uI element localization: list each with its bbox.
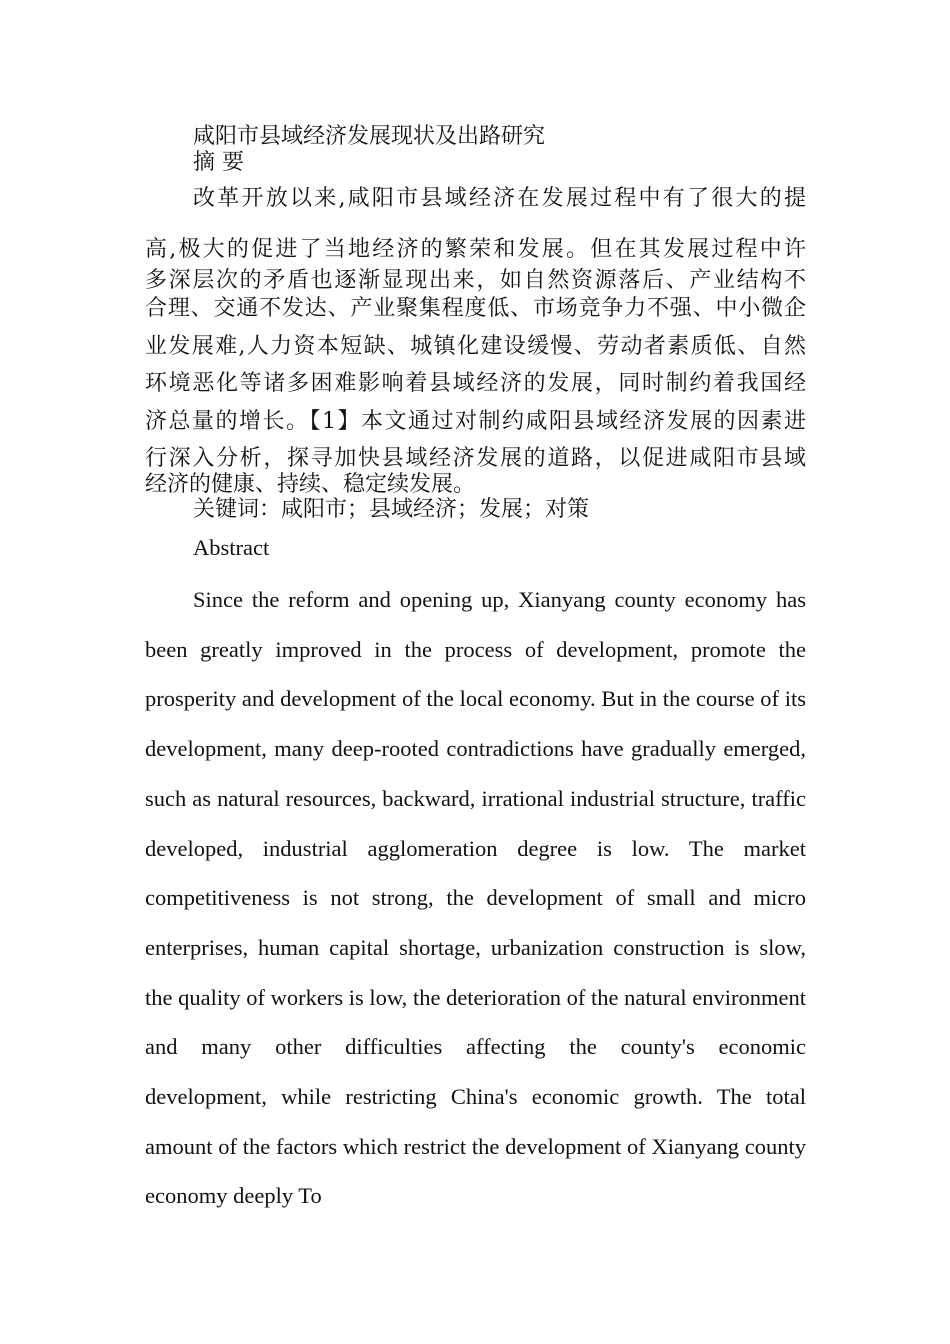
document-title: 咸阳市县域经济发展现状及出路研究 <box>193 124 546 149</box>
abstract-zh-line: 环境恶化等诸多困难影响着县域经济的发展，同时制约着我国经 <box>145 371 806 396</box>
abstract-zh-paragraph <box>145 180 806 496</box>
keywords-line: 关键词：咸阳市；县域经济；发展；对策 <box>193 497 590 522</box>
abstract-zh-line: 高,极大的促进了当地经济的繁荣和发展。但在其发展过程中许 <box>145 237 806 262</box>
abstract-zh-line: 改革开放以来,咸阳市县域经济在发展过程中有了很大的提 <box>193 186 806 211</box>
abstract-en-heading: Abstract <box>193 535 270 560</box>
abstract-zh-line: 济总量的增长。【1】本文通过对制约咸阳县域经济发展的因素进 <box>145 409 806 434</box>
abstract-en-paragraph: Since the reform and opening up, Xianyang county economy has been greatly improved in the process of development, promote the prosperity and development of the local economy. But in the course of its development, many deep-rooted contradictions have gradually emerged, such as natural resources, backward, irrational industrial structure, traffic developed, industrial agglomeration degree is low. The market competitiveness is not strong, the development of small and micro enterprises, human capital shortage, urbanization construction is slow, the quality of workers is low, the deterioration of the natural environment and many other difficulties affecting the county's economic development, while restricting China's economic growth. The total amount of the factors which restrict the development of Xianyang county economy deeply To <box>145 587 806 1209</box>
abstract-heading: 摘 要 <box>193 150 244 175</box>
abstract-zh-line: 多深层次的矛盾也逐渐显现出来，如自然资源落后、产业结构不 <box>145 268 806 293</box>
abstract-zh-line: 业发展难,人力资本短缺、城镇化建设缓慢、劳动者素质低、自然 <box>145 334 806 359</box>
abstract-zh-line: 合理、交通不发达、产业聚集程度低、市场竞争力不强、中小微企 <box>145 296 806 321</box>
abstract-zh-line: 经济的健康、持续、稳定续发展。 <box>145 472 476 497</box>
abstract-zh-line: 行深入分析，探寻加快县域经济发展的道路，以促进咸阳市县域 <box>145 446 806 471</box>
